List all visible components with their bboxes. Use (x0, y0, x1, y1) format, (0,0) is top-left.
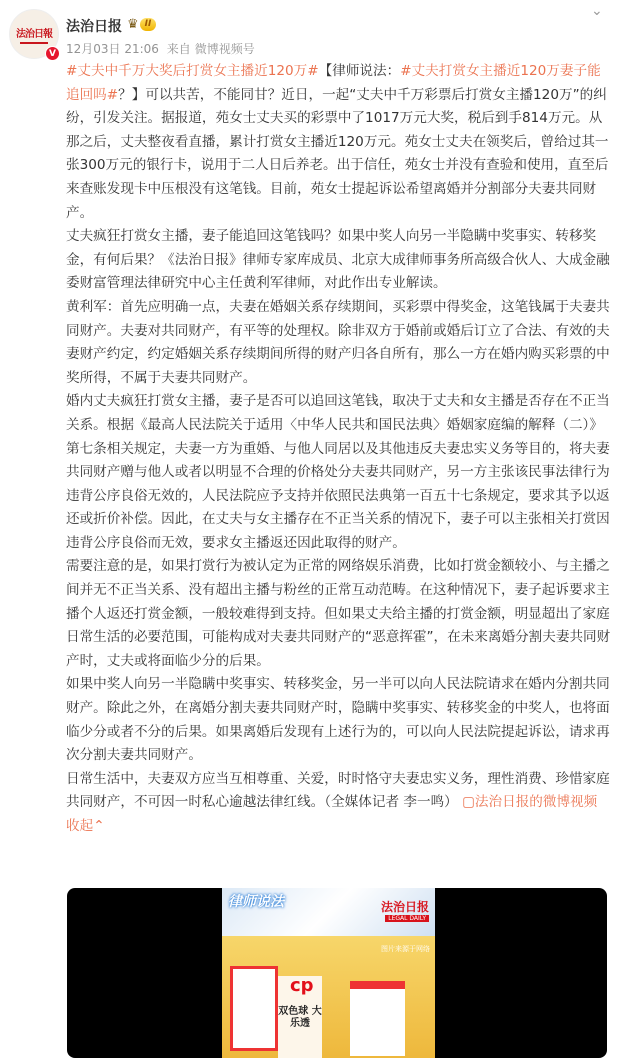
post-source[interactable]: 微博视频号 (194, 42, 255, 56)
paragraph: 需要注意的是，如果打赏行为被认定为正常的网络娱乐消费，比如打赏金额较小、与主播之间并无不正当关系、没有超出主播与粉丝的正常互动范畴。在这种情况下，妻子起诉要求主播个人返还打赏金额，一般较难得到支持。但如果丈夫给主播的打赏金额，明显超出了家庭日常生活的必要范围，可能构成对夫妻共同财产的“恶意挥霍”，在未来离婚分割夫妻共同财产时，丈夫或将面临少分的后果。 (66, 558, 611, 669)
hashtag-link[interactable]: #丈夫打赏女主播近120万妻子能追回吗# (66, 63, 601, 103)
bracket-text: 【律师说法： (318, 63, 401, 79)
hashtag-link[interactable]: #丈夫中千万大奖后打赏女主播近120万# (66, 63, 319, 79)
video-banner (222, 888, 435, 936)
paragraph-text: 日常生活中，夫妻双方应当互相尊重、关爱，时时恪守夫妻忠实义务，理性消费、珍惜家庭共同财产，不可因一时私心逾越法律红线。（全媒体记者 李一鸣） (66, 770, 610, 811)
lottery-poster (230, 966, 278, 1051)
verified-icon: V (45, 46, 60, 61)
video-player[interactable] (67, 888, 607, 1058)
post-meta (66, 40, 259, 57)
video-link-label: 法治日报的微博视频 (474, 794, 598, 811)
post-body (66, 60, 614, 839)
image-caption: 图片来源于网络 (381, 945, 430, 953)
paragraph-text: ？】可以共苦，不能同甘？近日，一起“丈夫中千万彩票后打赏女主播120万”的纠纷，引发关注。据报道，苑女士丈夫买的彩票中了1017万元大奖，税后到手814万元。从那之后，丈夫整夜看直播，累计打赏女主播近120万元。苑女士丈夫在领奖后，曾给过其一张300万元的银行卡，说用于二人日后养老。出于信任，苑女士并没有查验和使用，直至后来查账发现卡中压根没有这笔钱。目前，苑女士提起诉讼希望离婚并分割部分夫妻共同财产。 (66, 86, 609, 221)
chevron-up-icon: ⌃ (93, 818, 105, 834)
crown-icon: ♛ (127, 17, 139, 32)
paragraph: 如果中奖人向另一半隐瞒中奖事实、转移奖金，另一半可以向人民法院请求在婚内分割共同财产。除此之外，在离婚分割夫妻共同财产时，隐瞒中奖事实、转移奖金的中奖人，也将面临少分或者不分的后果。如果离婚后发现有上述行为的，可以向人民法院提起诉讼，请求再次分割夫妻共同财产。 (66, 676, 610, 764)
avatar-logo: 法治日報 (16, 28, 52, 40)
video-link[interactable] (462, 794, 597, 810)
avatar-underline (20, 42, 48, 44)
paragraph (66, 768, 614, 839)
author-name[interactable]: 法治日报 (66, 19, 122, 35)
lottery-sign (278, 976, 322, 1058)
brand-en: LEGAL DAILY (385, 915, 429, 922)
lottery-logo-icon: cp (290, 975, 314, 996)
paragraph: 婚内丈夫疯狂打赏女主播，妻子是否可以追回这笔钱，取决于丈夫和女主播是否存在不正当关系。根据《最高人民法院关于适用〈中华人民共和国民法典〉婚姻家庭编的解释（二）》第七条相关规定，夫妻一方为重婚、与他人同居以及其他违反夫妻忠实义务等目的，将夫妻共同财产赠与他人或者以明显不合理的价格处分夫妻共同财产，另一方主张该民事法律行为违背公序良俗无效的，人民法院应予支持并依照民法典第一百五十七条规定，要求其予以返还或折价补偿。因此，在丈夫与女主播存在不正当关系的情况下，妻子可以主张相关打赏因违背公序良俗而无效，要求女主播返还因此取得的财产。 (66, 393, 610, 551)
video-icon: ▢ (462, 794, 475, 811)
paragraph: 丈夫疯狂打赏女主播，妻子能追回这笔钱吗？如果中奖人向另一半隐瞒中奖事实、转移奖金，有何后果？《法治日报》律师专家库成员、北京大成律师事务所高级合伙人、大成金融委财富管理法律研究中心主任黄利军律师，对此作出专业解读。 (66, 228, 610, 292)
video-thumbnail[interactable] (222, 888, 435, 1058)
paragraph: 黄利军：首先应明确一点，夫妻在婚姻关系存续期间，买彩票中得奖金，这笔钱属于夫妻共同财产。夫妻对共同财产，有平等的处理权。除非双方于婚前或婚后订立了合法、有效的夫妻财产约定，约定婚姻关系存续期间所得的财产归各自所有，那么一方在婚内购买彩票的中奖所得，不属于夫妻共同财产。 (66, 298, 610, 386)
collapse-label: 收起 (66, 818, 94, 834)
post-time[interactable]: 12月03日 21:06 (66, 42, 159, 56)
brand-logo: 法治日报 (380, 900, 429, 914)
chevron-down-icon[interactable]: ⌄ (591, 3, 603, 19)
member-badge[interactable] (127, 17, 156, 32)
banner-title: 律师说法 (228, 894, 284, 910)
store-scene (222, 936, 435, 1058)
lottery-sign-text: 双色球 大乐透 (278, 1006, 322, 1029)
source-prefix: 来自 (166, 42, 191, 56)
paragraph (66, 60, 614, 225)
level-badge: II (140, 18, 157, 31)
collapse-button[interactable] (66, 818, 105, 834)
